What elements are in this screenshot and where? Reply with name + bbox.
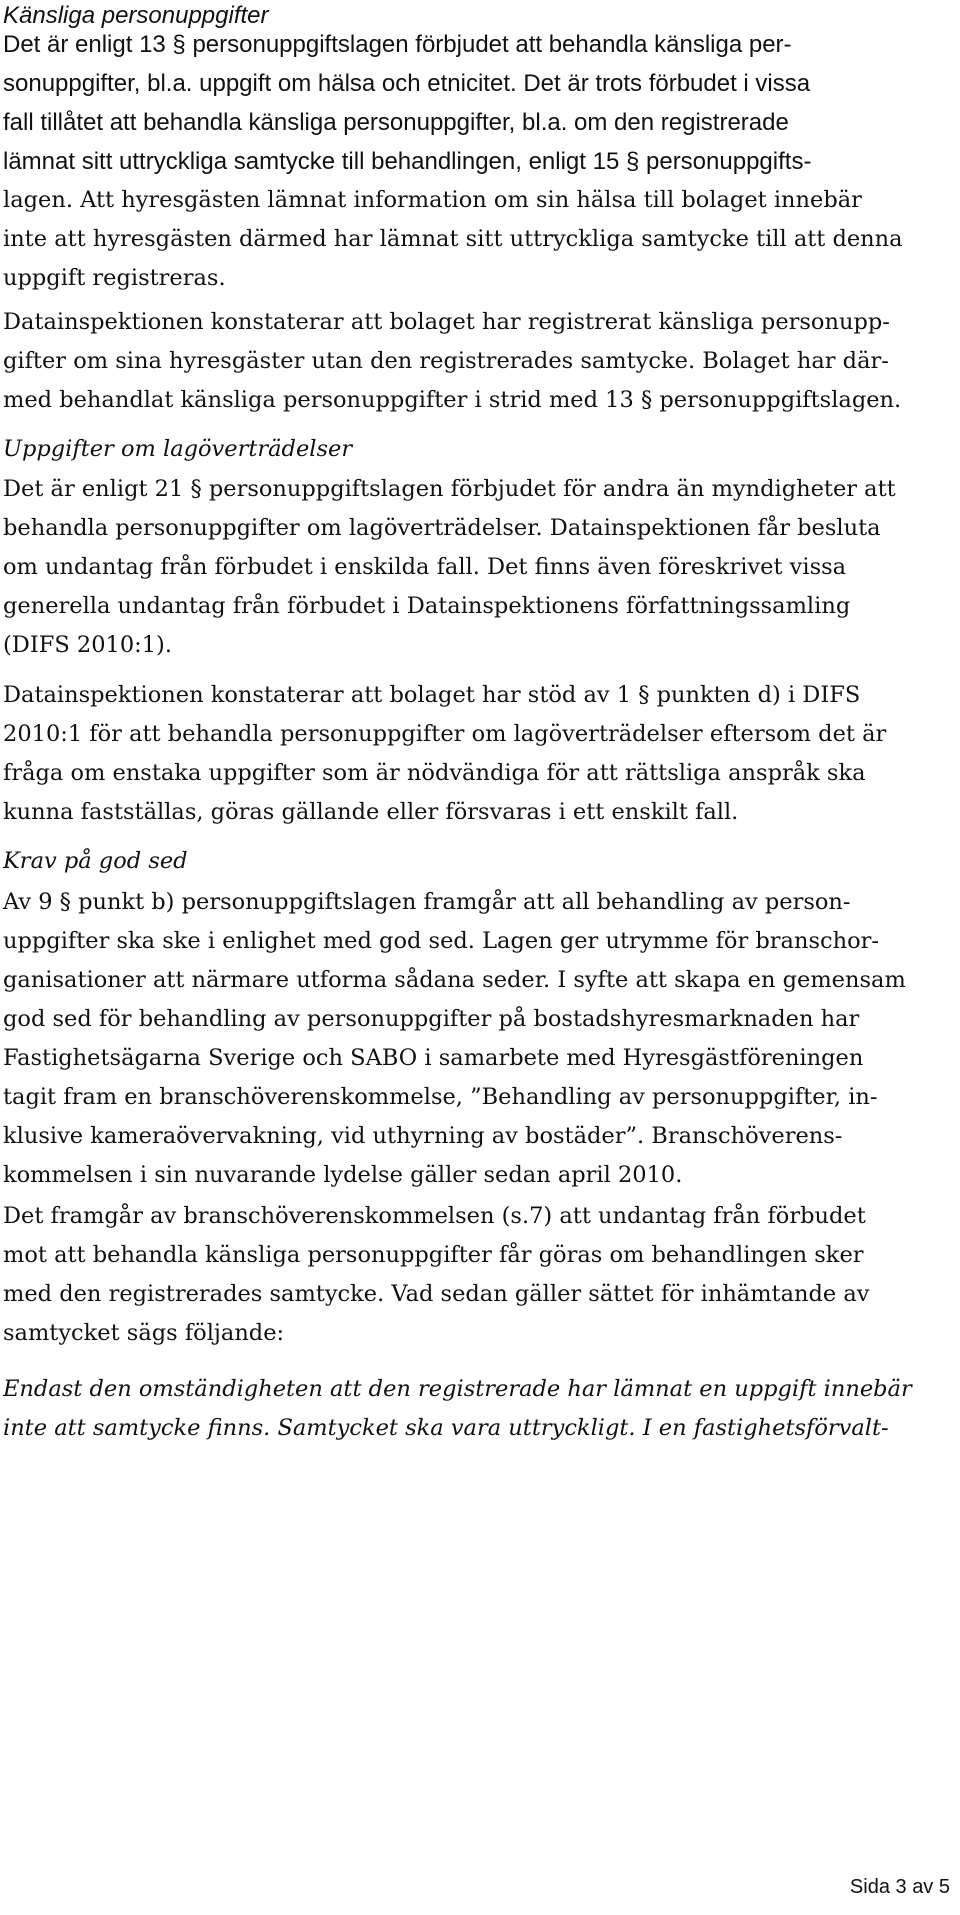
text-line: Datainspektionen konstaterar att bolaget har registrerat känsliga personupp- xyxy=(3,309,890,335)
text-line: Datainspektionen konstaterar att bolaget har stöd av 1 § punkten d) i DIFS xyxy=(3,682,861,708)
text-line: tagit fram en branschöverenskommelse, ”Behandling av personuppgifter, in- xyxy=(3,1084,878,1110)
text-line: fråga om enstaka uppgifter som är nödvändiga för att rättsliga anspråk ska xyxy=(3,760,866,786)
text-line: kommelsen i sin nuvarande lydelse gäller sedan april 2010. xyxy=(3,1162,683,1188)
text-line: inte att samtycke finns. Samtycket ska vara uttryckligt. I en fastighetsförvalt- xyxy=(3,1415,889,1441)
text-line: mot att behandla känsliga personuppgifter får göras om behandlingen sker xyxy=(3,1242,864,1268)
text-line: fall tillåtet att behandla känsliga personuppgifter, bl.a. om den registrerade xyxy=(3,109,789,136)
paragraph xyxy=(3,25,943,298)
text-line: ganisationer att närmare utforma sådana seder. I syfte att skapa en gemensam xyxy=(3,967,906,993)
text-line: Det är enligt 21 § personuppgiftslagen förbjudet för andra än myndigheter att xyxy=(3,476,896,502)
section-heading-lagovertradelser: Uppgifter om lagöverträdelser xyxy=(3,436,353,462)
text-line: med behandlat känsliga personuppgifter i strid med 13 § personuppgiftslagen. xyxy=(3,387,902,413)
paragraph xyxy=(3,883,943,1195)
text-line: kunna fastställas, göras gällande eller försvaras i ett enskilt fall. xyxy=(3,799,739,825)
text-line: Fastighetsägarna Sverige och SABO i samarbete med Hyresgästföreningen xyxy=(3,1045,864,1071)
text-line: sonuppgifter, bl.a. uppgift om hälsa och etnicitet. Det är trots förbudet i vissa xyxy=(3,70,811,97)
text-line: gifter om sina hyresgäster utan den registrerades samtycke. Bolaget har där- xyxy=(3,348,889,374)
quote-paragraph xyxy=(3,1370,943,1448)
text-line: 2010:1 för att behandla personuppgifter om lagöverträdelser eftersom det är xyxy=(3,721,887,747)
page-number: Sida 3 av 5 xyxy=(849,1876,950,1898)
section-heading-god-sed: Krav på god sed xyxy=(3,848,188,874)
text-line: generella undantag från förbudet i Datainspektionens författningssamling xyxy=(3,593,851,619)
section-heading-kansliga: Känsliga personuppgifter xyxy=(3,2,269,29)
text-line: med den registrerades samtycke. Vad sedan gäller sättet för inhämtande av xyxy=(3,1281,870,1307)
text-line: samtycket sägs följande: xyxy=(3,1320,285,1346)
text-line: om undantag från förbudet i enskilda fall. Det finns även föreskrivet vissa xyxy=(3,554,847,580)
text-line: Det är enligt 13 § personuppgiftslagen förbjudet att behandla känsliga per- xyxy=(3,31,792,58)
text-line: uppgifter ska ske i enlighet med god sed. Lagen ger utrymme för branschor- xyxy=(3,928,879,954)
text-line: Av 9 § punkt b) personuppgiftslagen framgår att all behandling av person- xyxy=(3,889,851,915)
paragraph xyxy=(3,303,943,420)
text-line: lagen. Att hyresgästen lämnat information om sin hälsa till bolaget innebär xyxy=(3,187,862,213)
text-line: god sed för behandling av personuppgifter på bostadshyresmarknaden har xyxy=(3,1006,860,1032)
text-line: lämnat sitt uttryckliga samtycke till behandlingen, enligt 15 § personuppgifts- xyxy=(3,148,812,175)
text-line: (DIFS 2010:1). xyxy=(3,632,172,658)
text-line: Det framgår av branschöverenskommelsen (s.7) att undantag från förbudet xyxy=(3,1203,866,1229)
text-line: klusive kameraövervakning, vid uthyrning av bostäder”. Branschöverens- xyxy=(3,1123,843,1149)
text-line: inte att hyresgästen därmed har lämnat sitt uttryckliga samtycke till att denna xyxy=(3,226,903,252)
text-line: behandla personuppgifter om lagöverträdelser. Datainspektionen får besluta xyxy=(3,515,881,541)
text-line: uppgift registreras. xyxy=(3,265,226,291)
text-line: Endast den omständigheten att den registrerade har lämnat en uppgift innebär xyxy=(3,1376,912,1402)
paragraph xyxy=(3,470,943,665)
paragraph xyxy=(3,676,943,832)
paragraph xyxy=(3,1197,943,1353)
